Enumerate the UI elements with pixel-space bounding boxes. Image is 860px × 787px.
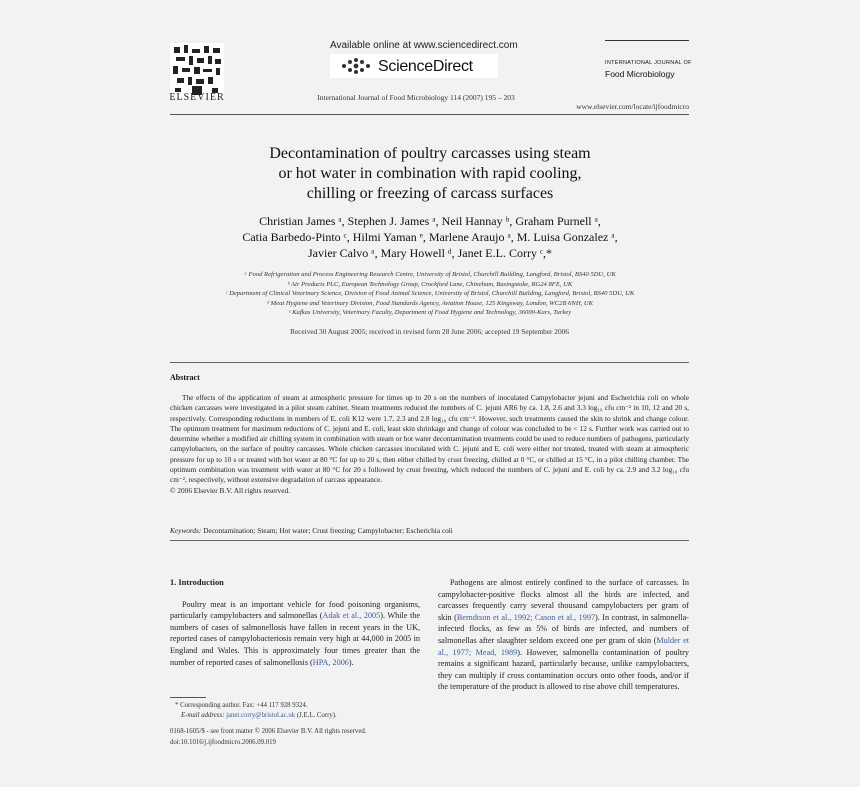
footnote-rule bbox=[170, 697, 206, 698]
text-run: ). However, salmonella contamination of poultry remains a significant hazard, particularly because, unlike campylobacters, they can multiply if cross contamination occurs onto other foods, and/or if the temperature of the product is allowed to rise above chill temperatures. bbox=[438, 647, 689, 692]
sciencedirect-dots-icon bbox=[340, 57, 374, 75]
journal-logo-line2: Food Microbiology bbox=[605, 69, 675, 79]
citation-link-adak[interactable]: Adak et al., 2005 bbox=[322, 611, 381, 621]
keywords-list: Decontamination; Steam; Hot water; Crust freezing; Campylobacter; Escherichia coli bbox=[203, 526, 453, 535]
abstract-text bbox=[170, 393, 689, 496]
journal-url-link[interactable]: www.elsevier.com/locate/ijfoodmicro bbox=[576, 102, 689, 111]
available-online-text[interactable]: Available online at www.sciencedirect.com bbox=[330, 40, 518, 51]
keywords-label: Keywords: bbox=[170, 526, 202, 535]
journal-logo-line1: INTERNATIONAL JOURNAL OF bbox=[605, 60, 692, 66]
publisher-name: ELSEVIER bbox=[169, 92, 225, 103]
author-line[interactable]: Catia Barbedo-Pinto ᶜ, Hilmi Yaman ᵉ, Marlene Araujo ᵃ, M. Luisa Gonzalez ᵃ, bbox=[242, 230, 618, 244]
doi-link[interactable]: doi:10.1016/j.ijfoodmicro.2006.09.019 bbox=[170, 739, 276, 746]
intro-paragraph-1 bbox=[170, 599, 420, 669]
affiliation-item: ᶜ Department of Clinical Veterinary Science, Division of Food Animal Science, University of Bristol, Churchill Building, Langford, Bristol, BS40 5DU, UK bbox=[225, 290, 635, 298]
author-line[interactable]: Christian James ᵃ, Stephen J. James ᵃ, Neil Hannay ᵇ, Graham Purnell ᵃ, bbox=[259, 214, 601, 228]
author-list bbox=[190, 213, 670, 261]
article-title bbox=[200, 144, 660, 204]
email-note bbox=[181, 711, 431, 721]
text-run: Poultry meat is an important vehicle for food poisoning organisms, particularly campylobacters and salmonellas ( bbox=[170, 599, 420, 621]
abstract-bottom-rule bbox=[170, 540, 689, 541]
abstract-heading: Abstract bbox=[170, 373, 200, 382]
citation-link-berndtson-cason[interactable]: Berndtson et al., 1992; Cason et al., 1997 bbox=[456, 612, 596, 622]
affiliations bbox=[160, 270, 700, 318]
elsevier-tree-logo bbox=[170, 40, 224, 100]
abstract-paragraph: The effects of the application of steam at atmospheric pressure for times up to 20 s on the numbers of inoculated Campylobacter jejuni and Escherichia coli on whole chicken carcasses were investigated in a pilot steam cabinet. Steam treatments reduced the numbers of C. jejuni AR6 by ca. 1.8, 2.6 and 3.3 log₁₀ cfu cm⁻² in 10, 12 and 20 s, respectively. Corresponding reductions in numbers of E. coli K12 were 1.7, 2.3 and 2.8 log₁₀ cfu cm⁻². However, such treatments caused the skin to shrink and change colour. The optimum treatment for maximum reductions of C. jejuni and E. coli, least skin shrinkage and change of colour was concluded to be < 12 s. Further work was carried out to determine whether a modified air chilling system in combination with steam or hot water decontamination treatments could be used to reduce numbers of pathogens, particularly campylobacters, on the surface of poultry carcasses. Whole chicken carcasses inoculated with C. jejuni and E. coli were either not treated, treated with steam at atmospheric pressure for up to 10 s or treated with hot water at 80 °C for up to 20 s, then either chilled by crust freezing, chilled at 0 °C, or chilled at 15 °C, in a pilot chilling chamber. The optimum combination was treatment with water at 80 °C for 20 s followed by crust freezing, which reduced the numbers of C. jejuni and E. coli by ca. 2.9 and 3.2 log₁₀ cfu cm⁻², respectively, without extensive degradation of carcass appearance. bbox=[170, 393, 689, 485]
text-run: Pathogens are almost entirely confined to the surface of carcasses. In campylobacter-positive flocks almost all the birds are infected, and carcasses frequently carry several thousand campylobacters per gram of skin ( bbox=[438, 578, 689, 622]
abstract-copyright: © 2006 Elsevier B.V. All rights reserved. bbox=[170, 485, 290, 495]
text-run: ). bbox=[348, 657, 354, 667]
keywords bbox=[170, 526, 689, 535]
email-label: E-mail address: bbox=[181, 712, 225, 719]
affiliation-item: ᵇ Air Products PLC, European Technology Group, Crockford Lane, Chineham, Basingstoke, RG24 8FE, UK bbox=[287, 280, 573, 288]
author-line[interactable]: Javier Calvo ᵃ, Mary Howell ᵈ, Janet E.L. Corry ᶜ,* bbox=[307, 246, 553, 260]
email-link[interactable]: janet.corry@bristol.ac.uk bbox=[226, 712, 296, 719]
left-column bbox=[170, 577, 420, 668]
affiliation-item: ᵉ Kafkas University, Veterinary Faculty, Department of Food Hygiene and Technology, 36000-Kars, Turkey bbox=[288, 309, 572, 317]
intro-paragraph-2 bbox=[438, 577, 689, 693]
text-run: ). In contrast, in salmonella-infected flocks, as few as 5% of birds are infected, and numbers of salmonellas after slaughter seldom exceed one per gram of skin ( bbox=[438, 612, 690, 645]
right-column bbox=[438, 577, 689, 693]
received-dates: Received 30 August 2005; received in revised form 28 June 2006; accepted 19 September 2006 bbox=[290, 327, 569, 336]
title-line: Decontamination of poultry carcasses using steam bbox=[269, 145, 591, 162]
sciencedirect-wordmark: ScienceDirect bbox=[378, 58, 473, 75]
section-heading-introduction: 1. Introduction bbox=[170, 578, 224, 587]
journal-citation: International Journal of Food Microbiology 114 (2007) 195 – 203 bbox=[317, 93, 515, 102]
text-run: ). While the numbers of cases of salmonellosis have fallen in recent years in the UK, reported cases of campylobacteriosis remain very high at 44,000 in 2005 in England and Wales. This is approximately four times greater than the number of reported cases of salmonellosis ( bbox=[170, 611, 420, 667]
affiliation-item: ᵈ Meat Hygiene and Veterinary Division, Food Standards Agency, Aviation House, 125 Kingsway, London, WC2B 6NH, UK bbox=[266, 299, 594, 307]
title-line: chilling or freezing of carcass surfaces bbox=[306, 185, 554, 202]
corresponding-author-note: * Corresponding author. Fax: +44 117 928 9324. bbox=[175, 702, 308, 709]
affiliation-item: ᵃ Food Refrigeration and Process Engineering Research Centre, University of Bristol, Churchill Building, Langford, Bristol, BS40 5DU, UK bbox=[244, 271, 616, 278]
issn-line: 0168-1605/$ - see front matter © 2006 Elsevier B.V. All rights reserved. bbox=[170, 728, 367, 735]
email-suffix: (J.E.L. Corry). bbox=[296, 712, 337, 719]
citation-link-mulder-mead[interactable]: Mulder et al., 1977; Mead, 1989 bbox=[438, 635, 689, 657]
journal-logo-rule bbox=[605, 40, 689, 41]
abstract-top-rule bbox=[170, 362, 689, 363]
header-divider bbox=[170, 114, 689, 115]
citation-link-hpa[interactable]: HPA, 2006 bbox=[312, 657, 349, 667]
title-line: or hot water in combination with rapid cooling, bbox=[278, 165, 582, 182]
